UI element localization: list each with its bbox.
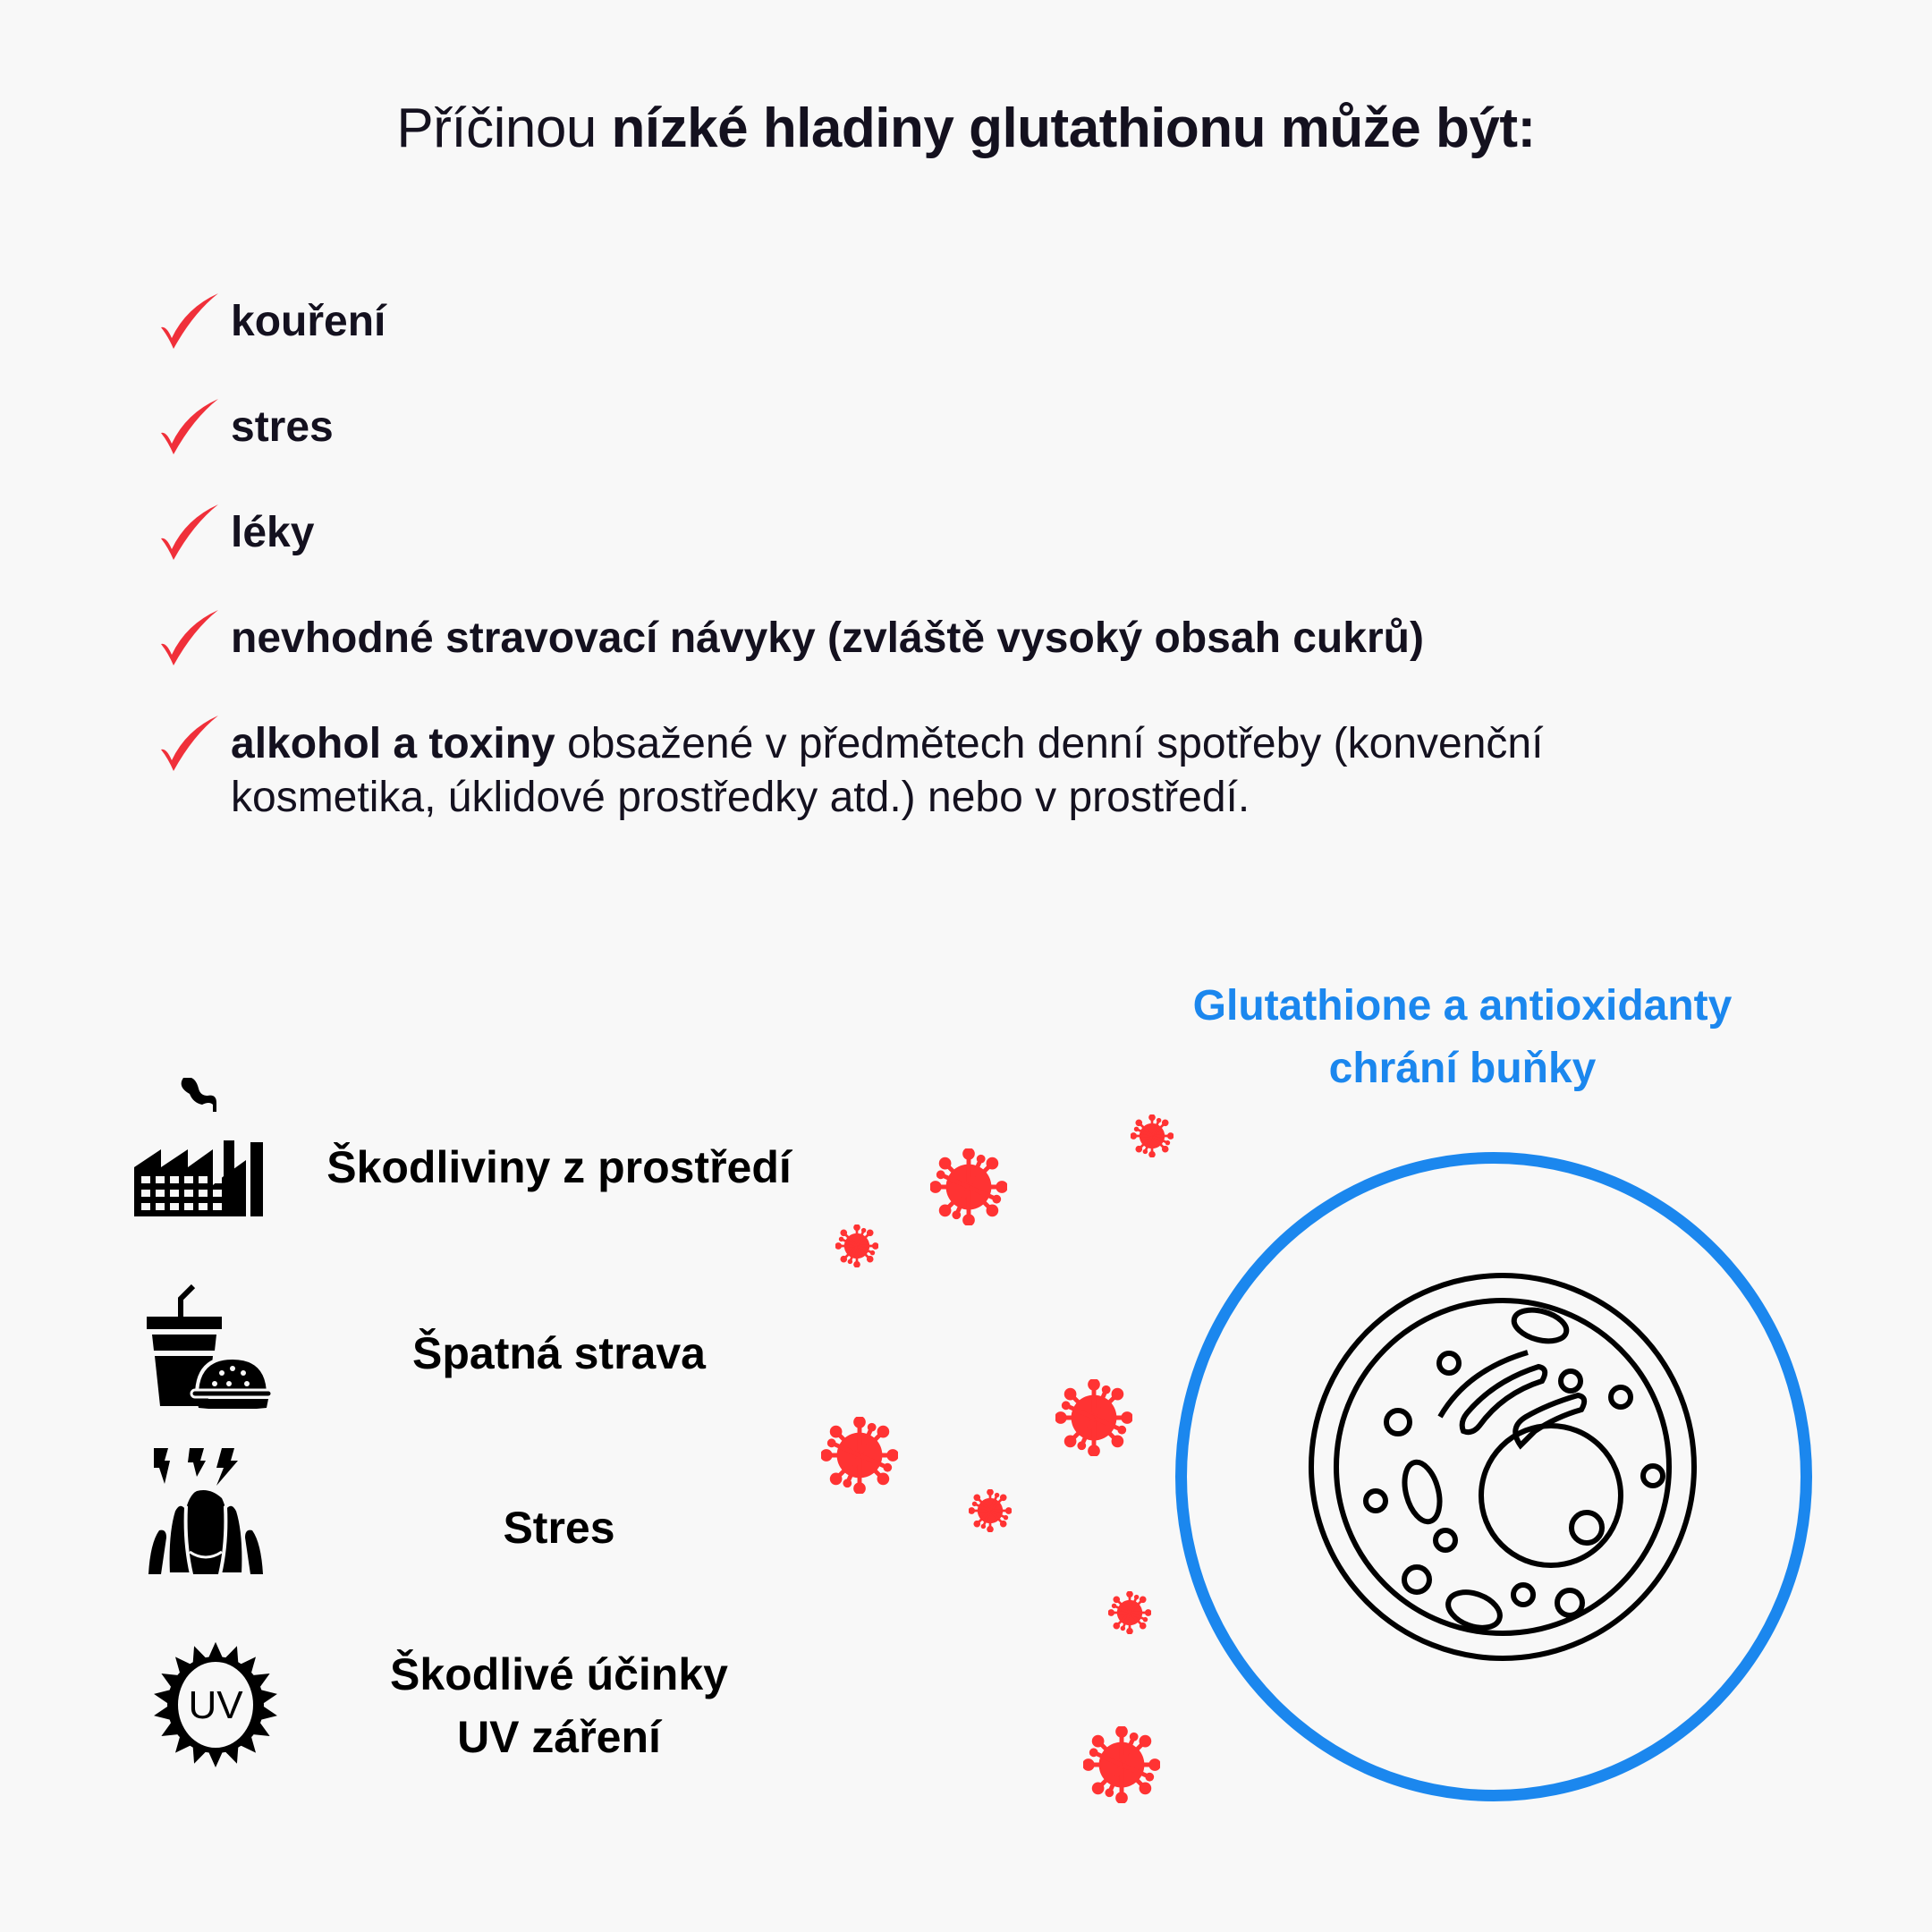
protection-title xyxy=(1127,975,1798,1100)
item-bold: nevhodné stravovací návyky (zvláště vysoký obsah cukrů) xyxy=(231,614,1424,662)
factor-label-stress: Stres xyxy=(503,1503,615,1553)
list-item xyxy=(157,612,1424,665)
cell-icon xyxy=(1306,1270,1699,1664)
item-normal: obsažené v předmětech denní spotřeby (konvenční kosmetika, úklidové prostředky atd.) nebo v prostředí. xyxy=(231,720,1544,821)
virus-icon xyxy=(821,1417,898,1494)
virus-icon xyxy=(1055,1379,1132,1456)
check-icon xyxy=(157,392,222,456)
item-bold: kouření xyxy=(231,298,386,345)
virus-icon xyxy=(835,1224,878,1267)
item-bold: stres xyxy=(231,403,334,451)
check-icon xyxy=(157,708,222,773)
virus-icon xyxy=(1131,1114,1174,1157)
list-item xyxy=(157,295,386,349)
protection-line1: Glutathione a antioxidanty xyxy=(1192,982,1733,1030)
factor-label-diet: Špatná strava xyxy=(412,1328,706,1378)
factor-label-uv-line2: UV záření xyxy=(457,1712,661,1762)
protection-line2: chrání buňky xyxy=(1328,1045,1597,1092)
list-item xyxy=(157,506,314,560)
factor-label-uv xyxy=(304,1643,814,1768)
factor-label-uv-line1: Škodlivé účinky xyxy=(390,1649,728,1699)
title-light: Příčinou xyxy=(396,97,597,159)
virus-icon xyxy=(930,1148,1007,1225)
item-bold: alkohol a toxiny xyxy=(231,720,555,767)
virus-icon xyxy=(1083,1726,1160,1803)
uv-text: UV xyxy=(188,1683,243,1727)
list-item xyxy=(157,401,334,454)
list-item xyxy=(157,717,1751,825)
fast-food-icon xyxy=(143,1279,273,1409)
factor-label-pollution: Škodliviny z prostředí xyxy=(326,1142,792,1192)
check-icon xyxy=(157,603,222,667)
virus-icon xyxy=(969,1489,1012,1532)
item-bold: léky xyxy=(231,509,315,556)
title-bold: nízké hladiny glutathionu může být: xyxy=(611,97,1536,159)
uv-sun-icon xyxy=(152,1641,279,1768)
check-icon xyxy=(157,497,222,562)
check-icon xyxy=(157,286,222,351)
page-title xyxy=(0,97,1932,160)
factory-icon xyxy=(134,1078,282,1216)
stress-icon xyxy=(143,1445,268,1574)
virus-icon xyxy=(1108,1591,1151,1634)
